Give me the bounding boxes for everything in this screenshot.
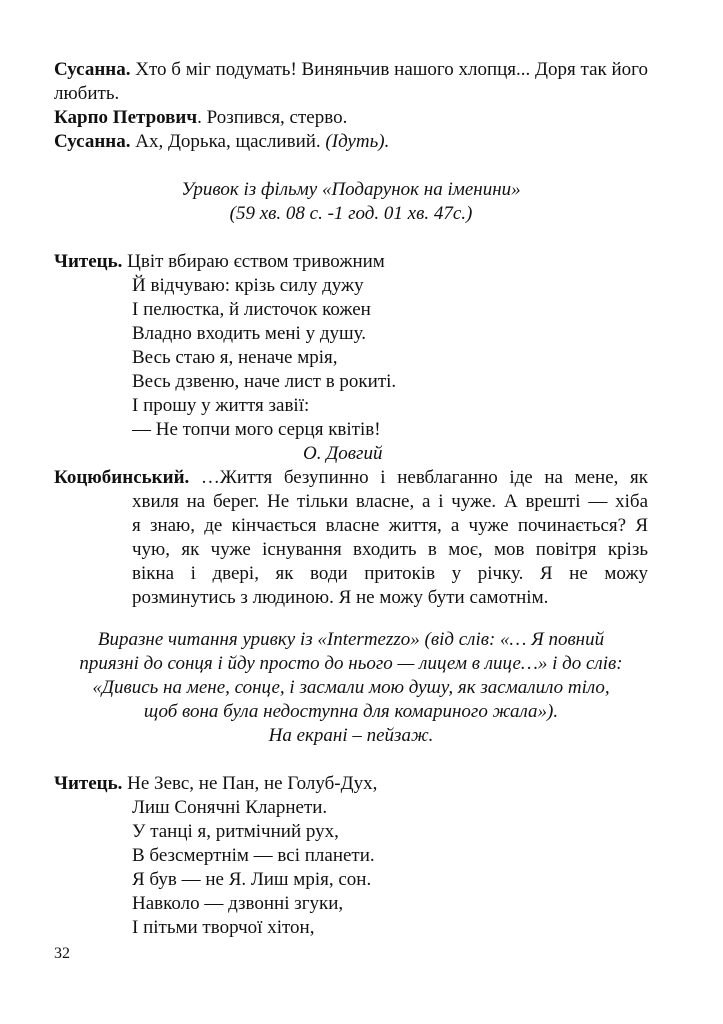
verse-line: Навколо — дзвонні згуки,	[132, 893, 344, 914]
speaker-name: Читець.	[54, 251, 123, 272]
dialogue-text: . Розпився, стерво.	[197, 107, 348, 128]
monologue-line: вікна і двері, як води притоків у річку. Я не можу	[132, 563, 648, 584]
instruction-line: «Дивись на мене, сонце, і засмали мою душу, як засмалило тіло,	[92, 677, 610, 698]
kotsiubynsky-monologue	[54, 466, 648, 610]
film-clip-time: (59 хв. 08 с. -1 год. 01 хв. 47с.)	[229, 203, 473, 224]
verse-line: І пітьми творчої хітон,	[132, 917, 315, 938]
monologue-line: розминутись з людиною. Я не можу бути самотнім.	[132, 587, 549, 608]
dialogue-susanna-1	[54, 58, 648, 106]
instruction-line: приязні до сонця і йду просто до нього — лицем в лице…» і до слів:	[79, 653, 623, 674]
monologue-line: я знаю, де кінчається власне життя, а чуже починається? Я	[132, 515, 648, 536]
speaker-name: Сусанна.	[54, 131, 131, 152]
verse-line: У танці я, ритмічний рух,	[132, 821, 339, 842]
film-clip-title: Уривок із фільму «Подарунок на іменини»	[181, 179, 521, 200]
instruction-line: На екрані – пейзаж.	[268, 725, 434, 746]
instruction-line: Виразне читання уривку із «Intermezzo» (від слів: «… Я повний	[97, 629, 605, 650]
verse-line: Весь стаю я, неначе мрія,	[132, 347, 338, 368]
verse-line: Цвіт вбираю єством тривожним	[127, 251, 385, 272]
dialogue-karpo	[54, 106, 648, 130]
dialogue-text: Хто б міг подумать! Виняньчив нашого хлопця... Доря так його любить.	[54, 59, 648, 104]
speaker-name: Коцюбинський.	[54, 467, 190, 488]
poem-author: О. Довгий	[303, 443, 383, 464]
verse-line: Не Зевс, не Пан, не Голуб-Дух,	[127, 773, 378, 794]
verse-line: Й відчуваю: крізь силу дужу	[132, 275, 364, 296]
monologue-line: чую, як чуже існування входить в моє, мов повітря крізь	[132, 539, 648, 560]
verse-line: Я був — не Я. Лиш мрія, сон.	[132, 869, 372, 890]
dialogue-susanna-2	[54, 130, 648, 154]
verse-line: І пелюстка, й листочок кожен	[132, 299, 371, 320]
monologue-line: хвиля на берег. Не тільки власне, а і чуже. А врешті — хіба	[132, 491, 648, 512]
monologue-line: Коцюбинський. …Життя безупинно і невблаганно іде на мене, як	[54, 467, 648, 488]
verse-line: І прошу у життя завії:	[132, 395, 310, 416]
poem2-first-line	[54, 772, 377, 796]
speaker-name: Сусанна.	[54, 59, 131, 80]
verse-line: Весь дзвеню, наче лист в рокиті.	[132, 371, 397, 392]
stage-direction: (Ідуть).	[325, 131, 390, 152]
dialogue-text: Ах, Дорька, щасливий.	[130, 131, 326, 152]
verse-line: — Не топчи мого серця квітів!	[132, 419, 381, 440]
verse-line: Лиш Сонячні Кларнети.	[132, 797, 328, 818]
verse-line: В безсмертнім — всі планети.	[132, 845, 375, 866]
poem1-first-line	[54, 250, 385, 274]
speaker-name: Карпо Петрович	[54, 107, 198, 128]
page-number: 32	[54, 945, 70, 962]
speaker-name: Читець.	[54, 773, 123, 794]
verse-line: Владно входить мені у душу.	[132, 323, 366, 344]
instruction-line: щоб вона була недоступна для комариного жала»).	[143, 701, 559, 722]
